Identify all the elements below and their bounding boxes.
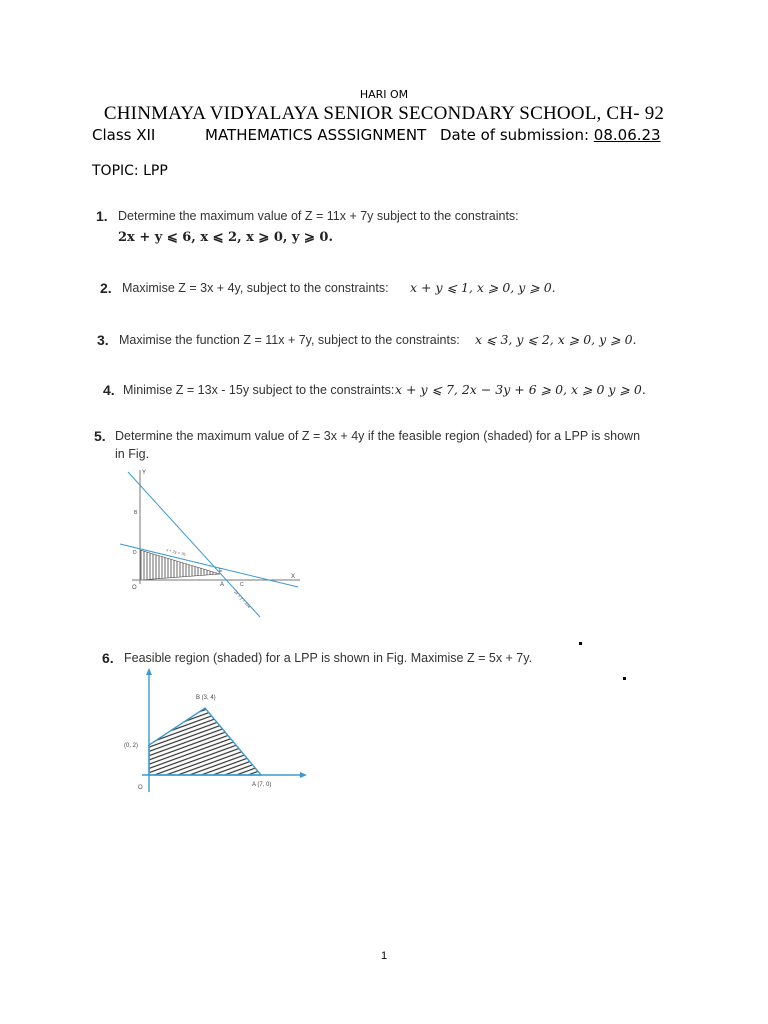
date-value: 08.06.23 [593,126,661,144]
question-text: Maximise Z = 3x + 4y, subject to the constraints: [122,281,389,295]
y-axis-label: Y [142,470,147,476]
x-axis-arrow [300,772,307,778]
question-number: 5. [94,428,106,444]
question-number: 4. [103,382,115,398]
figure-6-graph [118,668,308,800]
question-text: Determine the maximum value of Z = 11x + 7y subject to the constraints: [118,209,519,223]
class-label: Class XII [92,126,156,144]
origin-label: O [138,785,143,791]
point-b-label: B [134,510,138,516]
question-math: 2x + y ⩽ 6, x ⩽ 2, x ⩾ 0, y ⩾ 0. [118,230,333,245]
question-text: Feasible region (shaded) for a LPP is shown in Fig. Maximise Z = 5x + 7y. [124,651,533,665]
question-text: Maximise the function Z = 11x + 7y, subject to the constraints: [119,333,460,347]
question-number: 3. [97,332,109,348]
x-axis-label: X [291,574,296,580]
point-d-label: D [133,550,137,556]
line-2-label: 2x + y = 104 [233,589,252,610]
line-1-label: x + 2y = 76 [165,547,187,557]
point-b-label: B (3, 4) [196,695,216,701]
stray-dot [579,642,582,645]
question-text: Determine the maximum value of Z = 3x + 4y if the feasible region (shaded) for a LPP is shown [115,429,641,443]
question-text: Minimise Z = 13x - 15y subject to the constraints: [123,383,395,397]
question-number: 2. [100,280,112,296]
question-math: x + y ⩽ 1, x ⩾ 0, y ⩾ 0. [410,280,556,295]
question-number: 6. [102,650,114,666]
hari-om: HARI OM [359,88,409,101]
stray-dot [623,677,626,680]
question-math: x + y ⩽ 7, 2x − 3y + 6 ⩾ 0, x ⩾ 0 y ⩾ 0. [395,382,646,397]
question-number: 1. [96,208,108,224]
point-c-label: (0, 2) [124,743,139,749]
topic: TOPIC: LPP [92,163,168,179]
assignment-title: MATHEMATICS ASSSIGNMENT [205,126,427,144]
date-label: Date of submission: [440,126,590,144]
feasible-region [149,708,261,775]
point-c-label: C [240,582,244,588]
origin-label: O [132,585,137,591]
submission-date [440,126,661,144]
question-math: x ⩽ 3, y ⩽ 2, x ⩾ 0, y ⩾ 0. [475,332,637,347]
point-a-label: A [220,582,225,588]
point-a-label: A (7, 0) [252,782,272,788]
school-name: CHINMAYA VIDYALAYA SENIOR SECONDARY SCHOOL, CH- 92 [103,103,665,124]
y-axis-arrow [146,668,152,675]
question-text-continued: in Fig. [115,447,150,461]
point-e-label: E [219,568,223,574]
figure-5-graph [110,462,310,624]
page-number: 1 [380,950,388,962]
